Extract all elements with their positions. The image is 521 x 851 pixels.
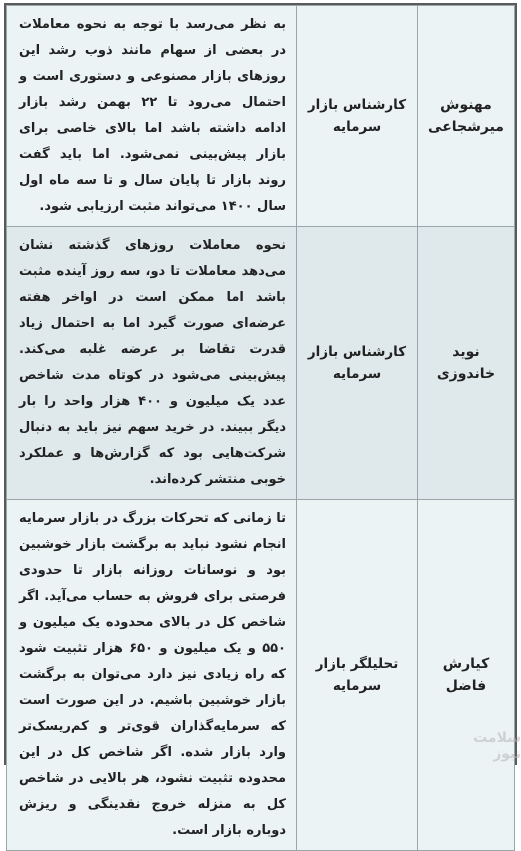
watermark-logo: سلامت نیوز — [473, 730, 521, 762]
expert-opinion: تا زمانی که تحرکات بزرگ در بازار سرمایه انجام نشود نباید به برگشت بازار خوشبین بود و نوسانات روزانه بازار تا حدودی فرصتی برای فروش به حساب می‌آید. اگر شاخص کل در بالای محدوده یک میلیون و ۵۵۰ و یک میلیون و ۶۵۰ هزار تثبیت شود که راه زیادی نیز دارد می‌توان به برگشت بازار خوشبین باشیم. در این صورت است که سرمایه‌گذاران قوی‌تر و کم‌ریسک‌تر وارد بازار شده. اگر شاخص کل در این محدوده تثبیت نشود، هر بالایی در شاخص کل به منزله خروج نقدینگی و ریزش دوباره بازار است. — [7, 500, 297, 851]
opinions-table-frame — [4, 3, 517, 838]
expert-role: تحلیلگر بازار سرمایه — [297, 500, 418, 851]
expert-role: کارشناس بازار سرمایه — [297, 6, 418, 227]
expert-opinion: نحوه معاملات روزهای گذشته نشان می‌دهد معاملات تا دو، سه روز آینده مثبت باشد اما ممکن است در اواخر هفته عرضه‌ای صورت گیرد اما به احتمال زیاد قدرت تقاضا بر عرضه غلبه می‌کند. پیش‌بینی می‌شود در کوتاه مدت شاخص عدد یک میلیون و ۴۰۰ هزار واحد را بار دیگر ببیند. در خرید سهم نیز باید به دنبال شرکت‌هایی بود که گزارش‌ها و عملکرد خوبی منتشر کرده‌اند. — [7, 227, 297, 500]
opinions-table — [6, 5, 515, 851]
expert-opinion: به نظر می‌رسد با توجه به نحوه معاملات در بعضی از سهام مانند ذوب رشد این روزهای بازار مصنوعی و دستوری است و احتمال می‌رود تا ۲۲ بهمن رشد بازار ادامه داشته باشد اما بالای خاصی برای بازار پیش‌بینی نمی‌شود. اما باید گفت روند بازار تا پایان سال و تا سه ماه اول سال ۱۴۰۰ می‌تواند مثبت ارزیابی شود. — [7, 6, 297, 227]
table-row — [7, 6, 515, 227]
table-row — [7, 227, 515, 500]
expert-name: مهنوش میرشجاعی — [418, 6, 515, 227]
expert-role: کارشناس بازار سرمایه — [297, 227, 418, 500]
expert-name: نوید خاندوزی — [418, 227, 515, 500]
table-row — [7, 500, 515, 851]
expert-name: کیارش فاضل — [418, 500, 515, 851]
